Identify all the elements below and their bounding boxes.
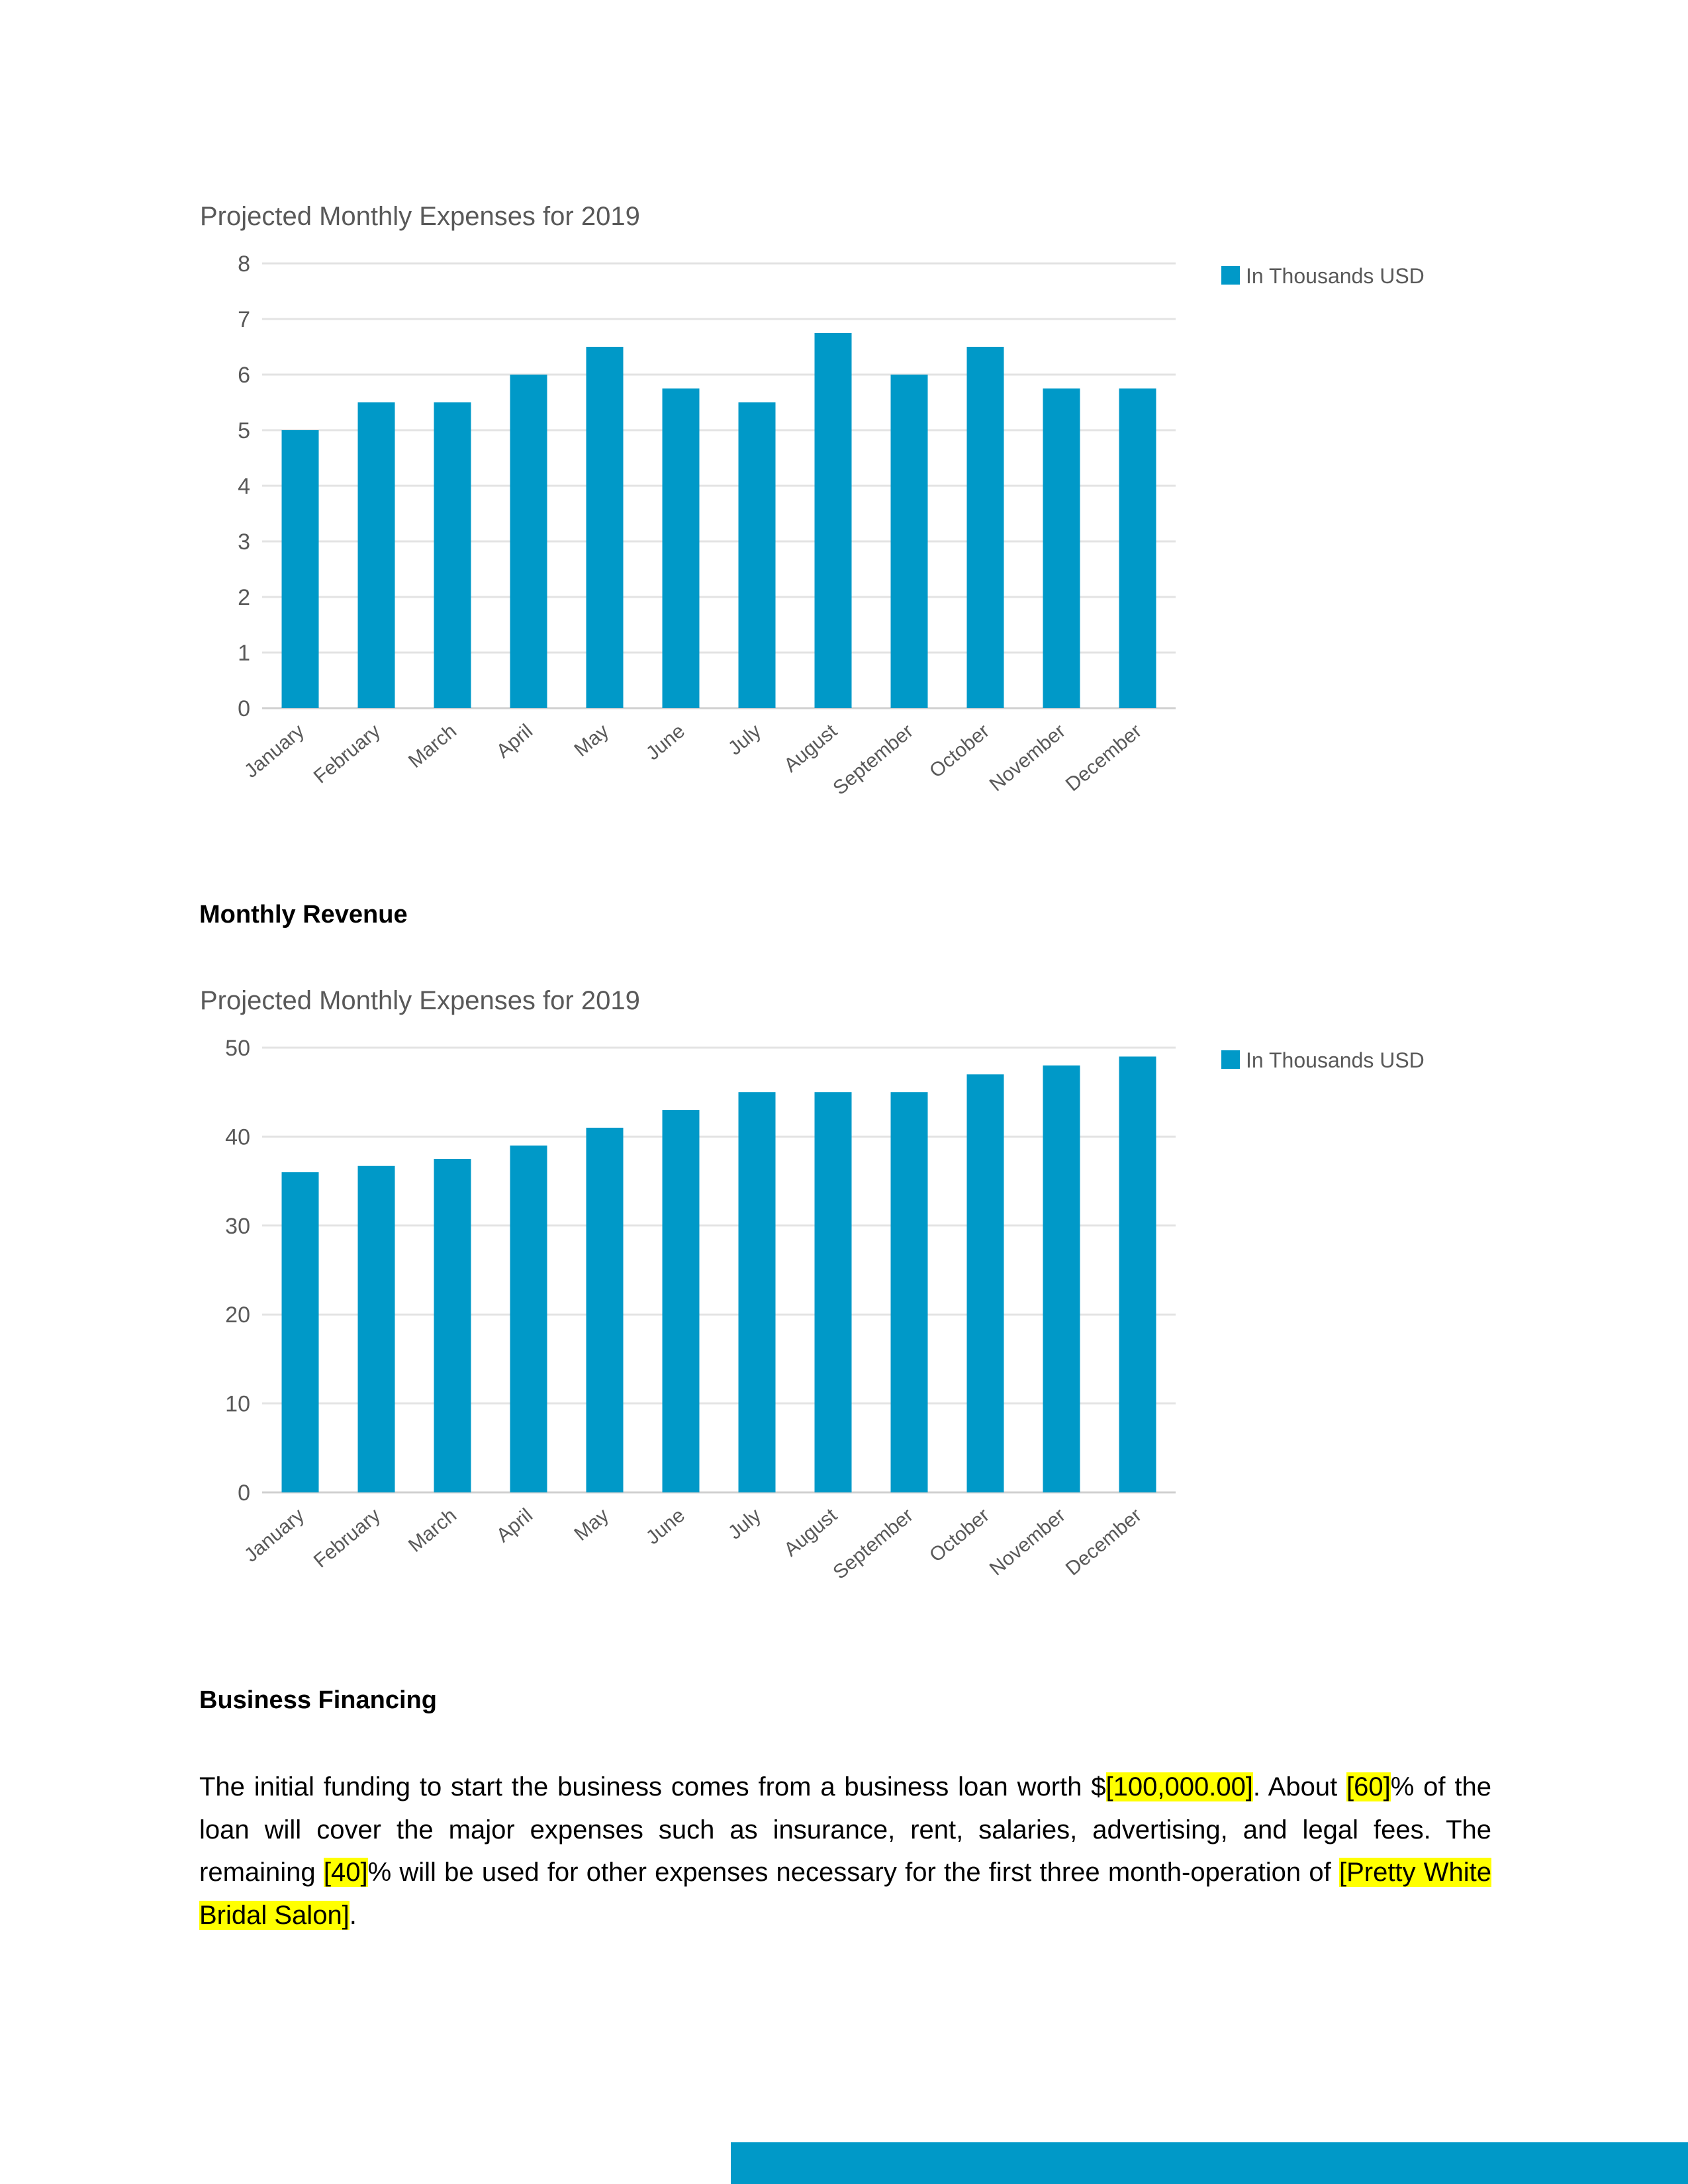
- y-tick-label: 7: [238, 307, 250, 332]
- x-tick-label: June: [641, 1504, 689, 1549]
- y-tick-label: 2: [238, 585, 250, 610]
- bar-november: [1043, 1066, 1080, 1492]
- legend-label: In Thousands USD: [1246, 264, 1425, 288]
- financing-paragraph: [199, 1766, 1491, 1936]
- x-tick-label: March: [404, 1504, 461, 1557]
- y-tick-label: 1: [238, 641, 250, 666]
- bar-march: [434, 402, 471, 708]
- x-tick-label: August: [780, 1504, 841, 1561]
- y-tick-label: 8: [238, 251, 250, 277]
- x-tick-label: September: [829, 1504, 917, 1584]
- business-name-placeholder: [Pretty White Bridal Salon]: [199, 1858, 1492, 1930]
- x-tick-label: October: [925, 1504, 994, 1567]
- major-percent-placeholder: [60]: [1346, 1772, 1391, 1801]
- x-tick-label: May: [570, 720, 613, 761]
- bar-april: [510, 1146, 547, 1492]
- bar-april: [510, 375, 547, 708]
- x-tick-label: December: [1061, 720, 1146, 796]
- bar-march: [434, 1159, 471, 1492]
- x-tick-label: July: [724, 1504, 765, 1544]
- y-tick-label: 0: [238, 1480, 250, 1506]
- bar-may: [586, 1128, 624, 1492]
- bar-june: [663, 1110, 700, 1492]
- bar-july: [739, 402, 776, 708]
- bar-november: [1043, 388, 1080, 708]
- chart-title: Projected Monthly Expenses for 2019: [200, 986, 640, 1015]
- legend-swatch: [1221, 1050, 1240, 1069]
- x-tick-label: January: [240, 720, 308, 782]
- financing-text-3: % of the loan will cover the major expenses such as insurance, rent, salaries, advertising, and legal fees. The remaining: [199, 1772, 1491, 1887]
- x-tick-label: January: [240, 1504, 308, 1567]
- bar-october: [967, 1074, 1004, 1492]
- other-percent-placeholder: [40]: [323, 1858, 368, 1887]
- y-tick-label: 6: [238, 363, 250, 388]
- monthly-revenue-heading: Monthly Revenue: [199, 901, 408, 929]
- x-tick-label: February: [309, 1504, 385, 1572]
- business-financing-heading: Business Financing: [199, 1686, 437, 1714]
- x-tick-label: May: [570, 1504, 613, 1545]
- x-tick-label: June: [641, 720, 689, 765]
- financing-text-5: .: [349, 1900, 357, 1930]
- bar-december: [1119, 1056, 1156, 1492]
- y-tick-label: 3: [238, 529, 250, 555]
- x-tick-label: November: [985, 720, 1070, 796]
- financing-text-1: The initial funding to start the business comes from a business loan worth $: [199, 1772, 1106, 1801]
- bar-june: [663, 388, 700, 708]
- revenue-chart-svg: [0, 970, 1688, 1631]
- expenses-chart: [0, 185, 1688, 847]
- legend-swatch: [1221, 266, 1240, 285]
- x-tick-label: April: [492, 1504, 537, 1547]
- bar-february: [358, 1166, 395, 1492]
- y-tick-label: 4: [238, 474, 250, 499]
- x-tick-label: September: [829, 720, 917, 799]
- y-tick-label: 10: [225, 1391, 250, 1417]
- x-tick-label: February: [309, 720, 385, 788]
- bar-october: [967, 347, 1004, 708]
- x-tick-label: March: [404, 720, 461, 772]
- bar-september: [891, 1092, 928, 1492]
- bar-may: [586, 347, 624, 708]
- bar-january: [282, 430, 319, 708]
- x-tick-label: July: [724, 720, 765, 760]
- bar-february: [358, 402, 395, 708]
- x-tick-label: December: [1061, 1504, 1146, 1580]
- x-tick-label: April: [492, 720, 537, 762]
- bar-july: [739, 1092, 776, 1492]
- bar-december: [1119, 388, 1156, 708]
- x-tick-label: August: [780, 720, 841, 777]
- expenses-chart-svg: [0, 185, 1688, 847]
- chart-title: Projected Monthly Expenses for 2019: [200, 202, 640, 231]
- bar-august: [815, 333, 852, 708]
- revenue-chart: [0, 970, 1688, 1631]
- bar-september: [891, 375, 928, 708]
- bar-august: [815, 1092, 852, 1492]
- y-tick-label: 5: [238, 418, 250, 443]
- y-tick-label: 40: [225, 1124, 250, 1150]
- legend-label: In Thousands USD: [1246, 1048, 1425, 1072]
- y-tick-label: 50: [225, 1036, 250, 1061]
- x-tick-label: October: [925, 720, 994, 782]
- financing-text-4: % will be used for other expenses necessary for the first three month-operation of: [367, 1858, 1339, 1887]
- y-tick-label: 30: [225, 1213, 250, 1239]
- footer-accent-bar: [731, 2142, 1688, 2184]
- financing-text-2: . About: [1252, 1772, 1347, 1801]
- bar-january: [282, 1172, 319, 1492]
- y-tick-label: 0: [238, 696, 250, 721]
- loan-amount-placeholder: [100,000.00]: [1105, 1772, 1253, 1801]
- x-tick-label: November: [985, 1504, 1070, 1580]
- y-tick-label: 20: [225, 1302, 250, 1328]
